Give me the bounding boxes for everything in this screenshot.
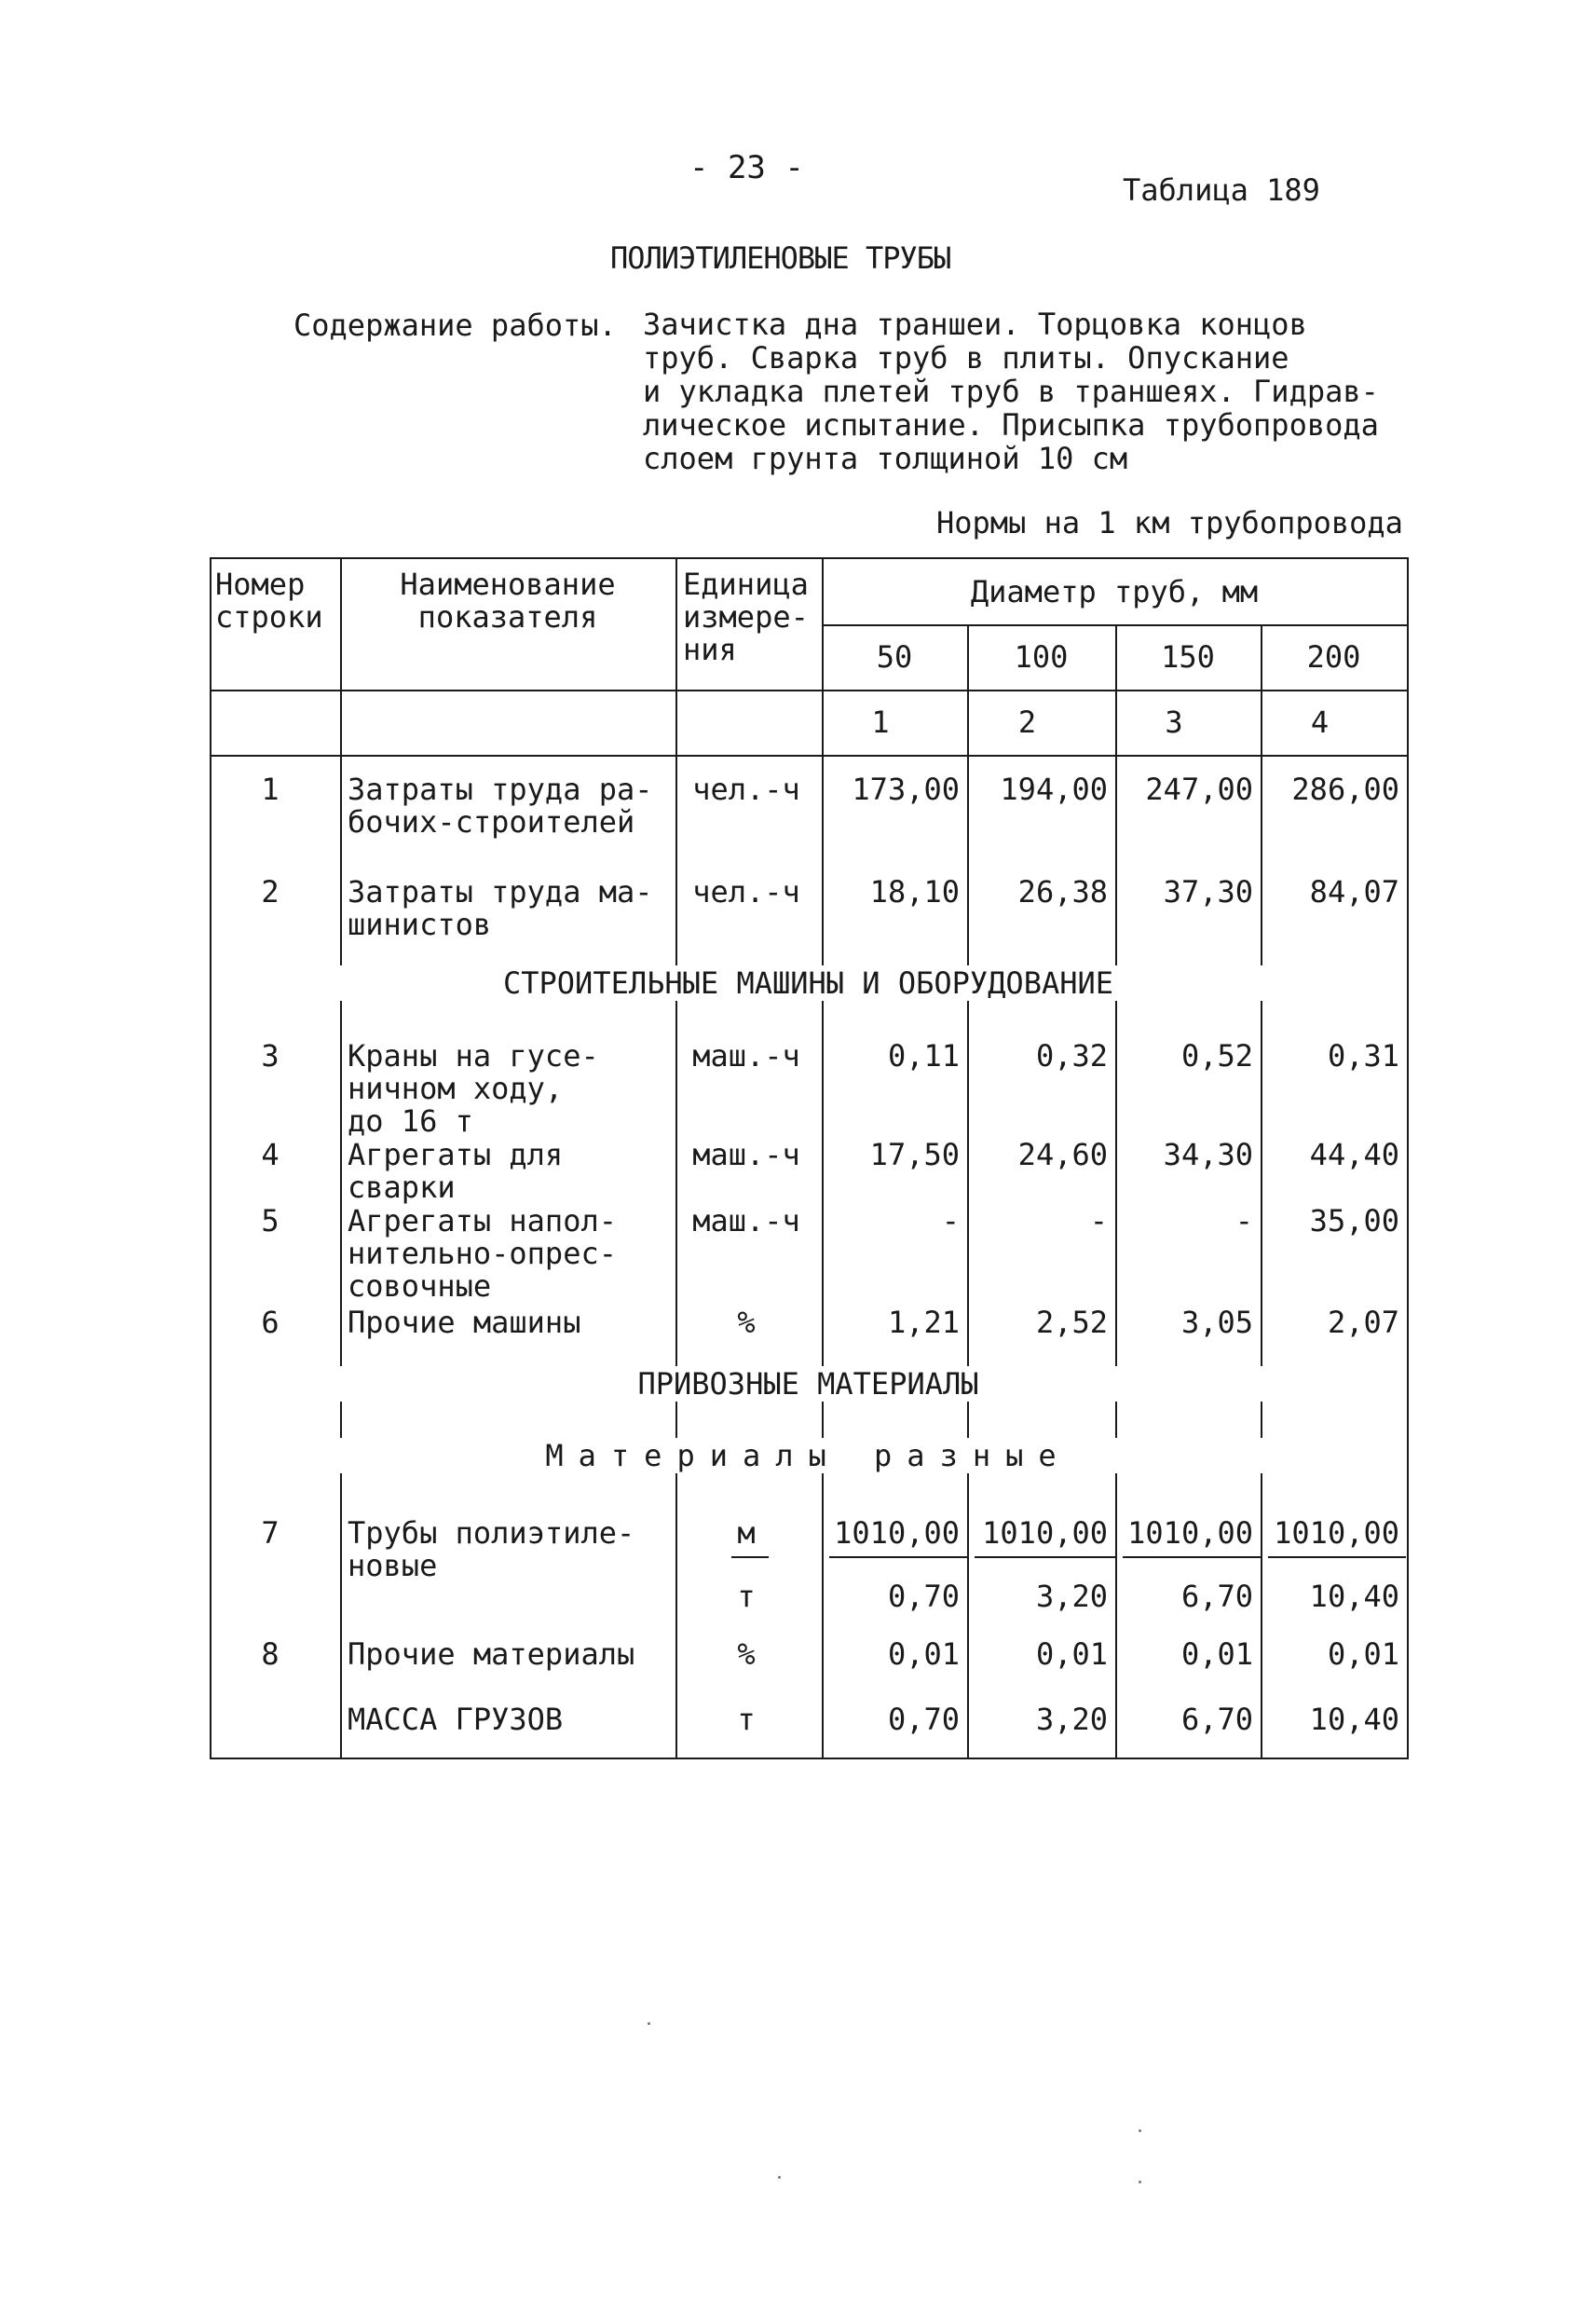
row-indicator-name: сварки bbox=[348, 1170, 456, 1205]
value-divider bbox=[1268, 1556, 1406, 1558]
header-column-number: 3 bbox=[1165, 705, 1183, 740]
work-content-line: и укладка плетей труб в траншеях. Гидрав- bbox=[643, 374, 1379, 409]
header-diameter: Диаметр труб, мм bbox=[970, 574, 1259, 609]
table-column-rule bbox=[340, 557, 342, 1759]
header-indicator-name: показателя bbox=[417, 599, 598, 635]
row-value: 0,01 bbox=[887, 1636, 960, 1672]
row-indicator-name: ничном ходу, bbox=[348, 1071, 564, 1106]
row-number: 8 bbox=[261, 1636, 280, 1672]
row-value: 3,20 bbox=[1035, 1579, 1108, 1614]
header-diameter-value: 200 bbox=[1306, 639, 1361, 675]
row-value: 194,00 bbox=[1000, 772, 1108, 807]
row-unit: чел.-ч bbox=[692, 772, 800, 807]
value-divider bbox=[1123, 1556, 1261, 1558]
row-value: 0,32 bbox=[1035, 1038, 1108, 1074]
row-number: 7 bbox=[261, 1515, 280, 1551]
table-rule-header bbox=[210, 690, 1407, 691]
row-value: 34,30 bbox=[1163, 1137, 1253, 1172]
row-value: 0,31 bbox=[1327, 1038, 1399, 1074]
row-indicator-name: совочные bbox=[348, 1268, 492, 1304]
row-unit: маш.-ч bbox=[692, 1137, 800, 1172]
table-rule-colnums bbox=[210, 755, 1407, 757]
row-value: - bbox=[941, 1203, 960, 1238]
row-value: 1010,00 bbox=[982, 1515, 1108, 1551]
row-indicator-name: Затраты труда ма- bbox=[348, 874, 653, 910]
row-indicator-name: МАССА ГРУЗОВ bbox=[348, 1702, 564, 1737]
row-unit: % bbox=[737, 1636, 756, 1672]
row-number: 1 bbox=[261, 772, 280, 807]
row-number: 4 bbox=[261, 1137, 280, 1172]
table-rule-top bbox=[210, 557, 1407, 559]
header-diameter-value: 100 bbox=[1014, 639, 1069, 675]
header-column-number: 4 bbox=[1310, 705, 1330, 740]
row-value: 1010,00 bbox=[834, 1515, 960, 1551]
scan-speck bbox=[1139, 2181, 1141, 2183]
scan-speck bbox=[1139, 2129, 1141, 2132]
work-content-line: Зачистка дна траншеи. Торцовка концов bbox=[643, 307, 1307, 342]
row-value: 247,00 bbox=[1145, 772, 1253, 807]
row-value: 1010,00 bbox=[1274, 1515, 1399, 1551]
row-value: 26,38 bbox=[1017, 874, 1108, 910]
row-unit: т bbox=[737, 1702, 756, 1737]
header-column-number: 2 bbox=[1017, 705, 1037, 740]
row-indicator-name: Прочие машины bbox=[348, 1305, 581, 1340]
document-title: ПОЛИЭТИЛЕНОВЫЕ ТРУБЫ bbox=[610, 240, 951, 276]
row-value: 2,07 bbox=[1327, 1305, 1399, 1340]
section-materials: ПРИВОЗНЫЕ МАТЕРИАЛЫ bbox=[211, 1366, 1405, 1402]
row-value: 0,01 bbox=[1327, 1636, 1399, 1672]
table-rule-diameter bbox=[822, 624, 1407, 626]
row-value: 3,20 bbox=[1035, 1702, 1108, 1737]
row-indicator-name: нительно-опрес- bbox=[348, 1236, 617, 1271]
scan-speck bbox=[778, 2176, 781, 2179]
row-value: 0,01 bbox=[1180, 1636, 1253, 1672]
row-indicator-name: Прочие материалы bbox=[348, 1636, 635, 1672]
row-value: 37,30 bbox=[1163, 874, 1253, 910]
row-value: 6,70 bbox=[1180, 1702, 1253, 1737]
header-unit: ния bbox=[683, 632, 737, 667]
row-unit: маш.-ч bbox=[692, 1203, 800, 1238]
row-indicator-name: до 16 т bbox=[348, 1103, 473, 1139]
header-unit: измере- bbox=[683, 599, 809, 635]
norms-table bbox=[210, 557, 1407, 1759]
row-value: - bbox=[1235, 1203, 1253, 1238]
row-indicator-name: Краны на гусе- bbox=[348, 1038, 599, 1074]
work-content-text bbox=[643, 308, 1407, 475]
work-content-label: Содержание работы. bbox=[293, 308, 617, 343]
row-value: 1,21 bbox=[887, 1305, 960, 1340]
row-indicator-name: бочих-строителей bbox=[348, 804, 635, 840]
page-number: - 23 - bbox=[689, 149, 804, 186]
work-content-line: лическое испытание. Присыпка трубопровода bbox=[643, 407, 1379, 443]
scan-speck bbox=[648, 2022, 650, 2025]
table-column-rule bbox=[1407, 557, 1409, 1759]
row-value: 10,40 bbox=[1309, 1579, 1399, 1614]
header-diameter-value: 50 bbox=[876, 639, 913, 675]
row-value: 44,40 bbox=[1309, 1137, 1399, 1172]
section-machines: СТРОИТЕЛЬНЫЕ МАШИНЫ И ОБОРУДОВАНИЕ bbox=[211, 965, 1405, 1001]
row-value: 0,70 bbox=[887, 1702, 960, 1737]
row-unit: чел.-ч bbox=[692, 874, 800, 910]
value-divider bbox=[829, 1556, 967, 1558]
header-indicator-name: Наименование bbox=[400, 567, 616, 602]
row-number: 5 bbox=[261, 1203, 280, 1238]
header-unit: Единица bbox=[683, 567, 809, 602]
row-indicator-name: шинистов bbox=[348, 907, 492, 942]
row-indicator-name: Агрегаты для bbox=[348, 1137, 564, 1172]
norms-note: Нормы на 1 км трубопровода bbox=[936, 505, 1403, 540]
row-value: 17,50 bbox=[869, 1137, 960, 1172]
row-value: 1010,00 bbox=[1127, 1515, 1253, 1551]
row-indicator-name: Затраты труда ра- bbox=[348, 772, 653, 807]
row-value: 0,11 bbox=[887, 1038, 960, 1074]
row-value: 10,40 bbox=[1309, 1702, 1399, 1737]
row-indicator-name: Агрегаты напол- bbox=[348, 1203, 617, 1238]
work-content-line: слоем грунта толщиной 10 см bbox=[643, 441, 1128, 476]
unit-divider bbox=[731, 1556, 769, 1558]
row-unit: м bbox=[737, 1515, 756, 1551]
row-unit: т bbox=[737, 1579, 756, 1614]
row-number: 3 bbox=[261, 1038, 280, 1074]
table-id: Таблица 189 bbox=[1123, 172, 1320, 208]
row-value: 3,05 bbox=[1180, 1305, 1253, 1340]
table-rule-bottom bbox=[210, 1758, 1407, 1759]
row-number: 6 bbox=[261, 1305, 280, 1340]
row-value: 0,70 bbox=[887, 1579, 960, 1614]
header-column-number: 1 bbox=[871, 705, 890, 740]
row-value: 6,70 bbox=[1180, 1579, 1253, 1614]
value-divider bbox=[975, 1556, 1115, 1558]
header-diameter-value: 150 bbox=[1161, 639, 1215, 675]
row-value: 24,60 bbox=[1017, 1137, 1108, 1172]
header-row-number: строки bbox=[215, 599, 323, 635]
row-value: 18,10 bbox=[869, 874, 960, 910]
row-value: 84,07 bbox=[1309, 874, 1399, 910]
header-row-number: Номер bbox=[215, 567, 306, 602]
row-indicator-name: Трубы полиэтиле- bbox=[348, 1515, 635, 1551]
row-value: 286,00 bbox=[1291, 772, 1399, 807]
row-value: 0,52 bbox=[1180, 1038, 1253, 1074]
work-content-line: труб. Сварка труб в плиты. Опускание bbox=[643, 340, 1289, 376]
table-column-rule bbox=[210, 557, 211, 1759]
row-indicator-name: новые bbox=[348, 1548, 438, 1583]
row-value: - bbox=[1089, 1203, 1108, 1238]
row-unit: маш.-ч bbox=[692, 1038, 800, 1074]
row-value: 0,01 bbox=[1035, 1636, 1108, 1672]
row-value: 173,00 bbox=[852, 772, 960, 807]
row-number: 2 bbox=[261, 874, 280, 910]
section-materials-sub: Материалы разные bbox=[211, 1438, 1405, 1473]
row-unit: % bbox=[737, 1305, 756, 1340]
row-value: 35,00 bbox=[1309, 1203, 1399, 1238]
row-value: 2,52 bbox=[1035, 1305, 1108, 1340]
